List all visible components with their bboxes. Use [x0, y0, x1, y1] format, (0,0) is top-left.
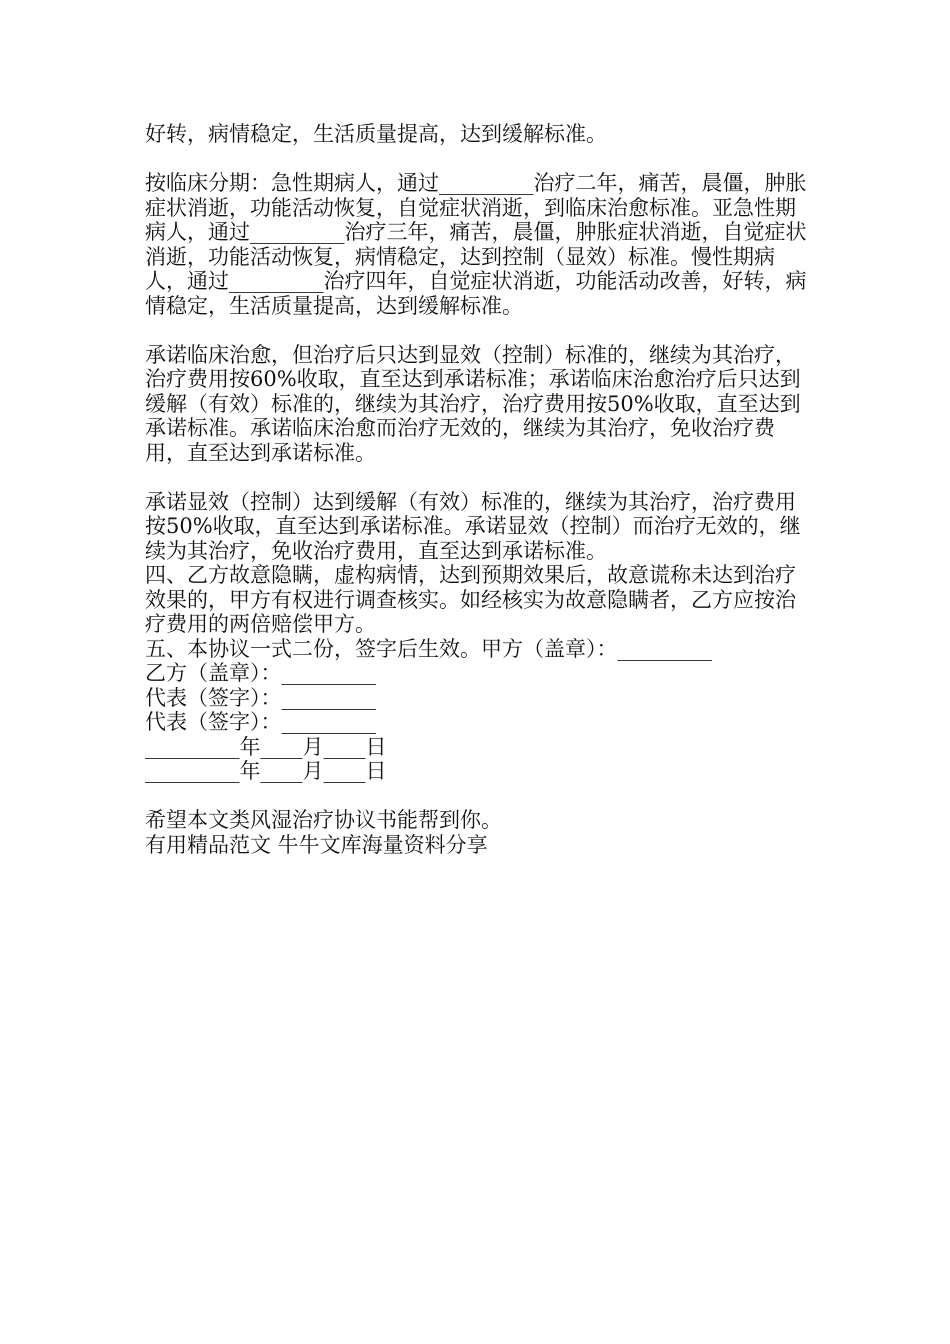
paragraph-clause-five: 五、本协议一式二份，签字后生效。甲方（盖章）：_________: [145, 636, 712, 661]
paragraph-intro: 好转，病情稳定，生活质量提高，达到缓解标准。: [145, 122, 607, 146]
paragraph-clinical-stages: 按临床分期：急性期病人，通过_________治疗二年，痛苦，晨僵，肿胀症状消逝，功能活动恢复，自觉症状消逝，到临床治愈标准。亚急性期病人，通过_________治疗三年，痛苦，晨僵，肿胀症状消逝，自觉症状消逝，功能活动恢复，病情稳定，达到控制（显效）标准。慢性期病人，通过_________治疗四年，自觉症状消逝，功能活动改善，好转，病情稳定，生活质量提高，达到缓解标准。: [145, 171, 807, 318]
signature-date-2: _________年____月____日: [145, 759, 387, 783]
paragraph-cure-promise: 承诺临床治愈，但治疗后只达到显效（控制）标准的，继续为其治疗，治疗费用按60%收取，直至达到承诺标准；承诺临床治愈治疗后只达到缓解（有效）标准的，继续为其治疗，治疗费用按50%收取，直至达到承诺标准。承诺临床治愈而治疗无效的，继续为其治疗，免收治疗费用，直至达到承诺标准。: [145, 342, 801, 465]
closing-line-2: 有用精品范文 牛牛文库海量资料分享: [145, 832, 488, 857]
closing-line-1: 希望本文类风湿治疗协议书能帮到你。: [145, 808, 502, 832]
document-page: [145, 122, 810, 857]
signature-representative-1: 代表（签字）：_________: [145, 685, 376, 710]
signature-party-b: 乙方（盖章）：_________: [145, 661, 376, 685]
paragraph-gap: [145, 147, 810, 172]
signature-representative-2: 代表（签字）：_________: [145, 710, 376, 734]
paragraph-gap: [145, 318, 810, 343]
paragraph-gap: [145, 465, 810, 490]
paragraph-effect-promise: 承诺显效（控制）达到缓解（有效）标准的，继续为其治疗，治疗费用按50%收取，直至达到承诺标准。承诺显效（控制）而治疗无效的，继续为其治疗，免收治疗费用，直至达到承诺标准。: [145, 489, 801, 563]
paragraph-clause-four: 四、乙方故意隐瞒，虚构病情，达到预期效果后，故意谎称未达到治疗效果的，甲方有权进行调查核实。如经核实为故意隐瞒者，乙方应按治疗费用的两倍赔偿甲方。: [145, 563, 796, 636]
signature-date-1: _________年____月____日: [145, 734, 387, 759]
paragraph-gap: [145, 784, 810, 809]
